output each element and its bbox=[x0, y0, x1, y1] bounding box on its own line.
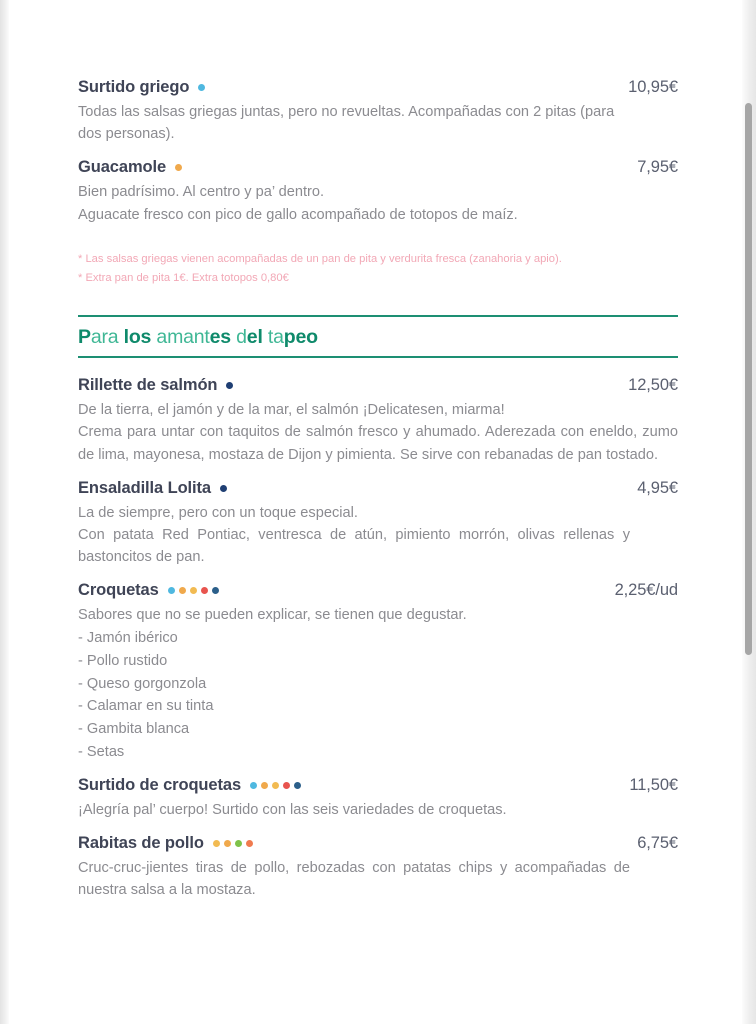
description-line: Aguacate fresco con pico de gallo acompañado de totopos de maíz. bbox=[78, 206, 518, 223]
description-line: Sabores que no se pueden explicar, se tienen que degustar. bbox=[78, 607, 467, 624]
menu-item-description bbox=[78, 502, 630, 569]
description-line: Bien padrísimo. Al centro y pa’ dentro. bbox=[78, 184, 325, 201]
menu-item-title-group bbox=[78, 376, 233, 395]
menu-item-description: ¡Alegría pal’ cuerpo! Surtido con las seis variedades de croquetas. bbox=[78, 801, 507, 818]
section-header bbox=[78, 315, 678, 358]
menu-item[interactable] bbox=[78, 776, 678, 821]
menu-item-header bbox=[78, 776, 678, 795]
scrollbar-track[interactable] bbox=[744, 0, 755, 1024]
flavor-item: - Pollo rustido bbox=[78, 652, 168, 669]
allergen-dots bbox=[168, 587, 219, 594]
menu-item-title-group bbox=[78, 581, 219, 600]
menu-item-header bbox=[78, 78, 678, 97]
menu-item-price: 11,50€ bbox=[629, 775, 678, 794]
title-part: amant bbox=[151, 326, 210, 349]
allergen-dot bbox=[190, 587, 197, 594]
menu-item-description: Cruc-cruc-jientes tiras de pollo, rebozadas con patatas chips y acompañadas de nuestra salsa a la mostaza. bbox=[78, 859, 630, 898]
scrollbar-thumb[interactable] bbox=[745, 103, 752, 655]
menu-item-price: 2,25€/ud bbox=[614, 581, 678, 600]
title-part: peo bbox=[283, 326, 318, 349]
title-part: P bbox=[78, 326, 91, 349]
top-items-group bbox=[78, 0, 678, 288]
allergen-dots bbox=[220, 485, 227, 492]
footnote-line: * Las salsas griegas vienen acompañadas de un pan de pita y verdurita fresca (zanahoria y apio). bbox=[78, 252, 562, 265]
menu-item-price: 10,95€ bbox=[628, 78, 678, 96]
menu-item-name: Ensaladilla Lolita bbox=[78, 478, 211, 497]
section-divider-bottom bbox=[78, 356, 678, 358]
description-line: La de siempre, pero con un toque especial. bbox=[78, 504, 358, 521]
menu-item-description bbox=[78, 604, 678, 763]
menu-item-name: Rabitas de pollo bbox=[78, 833, 204, 852]
menu-item-title-group bbox=[78, 78, 205, 97]
flavor-item: - Jamón ibérico bbox=[78, 630, 178, 647]
allergen-dot bbox=[226, 382, 233, 389]
menu-item-header bbox=[78, 581, 678, 600]
title-part: los bbox=[123, 326, 152, 349]
flavor-item: - Gambita blanca bbox=[78, 721, 190, 738]
footnotes bbox=[78, 250, 678, 289]
description-line: Con patata Red Pontiac, ventresca de atún, pimiento morrón, olivas rellenas y bastoncitos de pan. bbox=[78, 526, 630, 566]
allergen-dot bbox=[201, 587, 208, 594]
allergen-dot bbox=[198, 84, 205, 91]
allergen-dots bbox=[226, 382, 233, 389]
menu-item-header bbox=[78, 834, 678, 853]
allergen-dot bbox=[168, 587, 175, 594]
menu-content bbox=[78, 0, 678, 901]
title-part: d bbox=[230, 326, 247, 349]
title-part: es bbox=[209, 326, 231, 349]
flavor-item: - Setas bbox=[78, 743, 125, 760]
menu-item-title-group bbox=[78, 834, 253, 853]
flavor-item: - Queso gorgonzola bbox=[78, 675, 207, 692]
left-page-edge bbox=[0, 0, 9, 1024]
allergen-dot bbox=[261, 782, 268, 789]
allergen-dots bbox=[198, 84, 205, 91]
menu-item-header bbox=[78, 158, 678, 177]
tapeo-items-group bbox=[78, 376, 678, 901]
allergen-dot bbox=[283, 782, 290, 789]
menu-item-description bbox=[78, 399, 678, 466]
menu-item[interactable] bbox=[78, 581, 678, 763]
menu-item-price: 4,95€ bbox=[637, 478, 678, 497]
menu-item-name: Croquetas bbox=[78, 581, 159, 600]
menu-item[interactable] bbox=[78, 376, 678, 466]
menu-item-price: 6,75€ bbox=[637, 833, 678, 852]
menu-item-name: Surtido de croquetas bbox=[78, 775, 242, 794]
menu-item[interactable] bbox=[78, 479, 678, 569]
allergen-dots bbox=[213, 840, 253, 847]
title-part: ta bbox=[262, 326, 284, 349]
menu-item[interactable] bbox=[78, 158, 678, 225]
menu-item-name: Surtido griego bbox=[78, 78, 190, 96]
allergen-dot bbox=[294, 782, 301, 789]
menu-item-header bbox=[78, 479, 678, 498]
description-line: De la tierra, el jamón y de la mar, el salmón ¡Delicatesen, miarma! bbox=[78, 402, 505, 419]
menu-item[interactable] bbox=[78, 78, 678, 145]
footnote-line: * Extra pan de pita 1€. Extra totopos 0,80€ bbox=[78, 271, 289, 284]
allergen-dot bbox=[220, 485, 227, 492]
allergen-dot bbox=[235, 840, 242, 847]
allergen-dots bbox=[175, 164, 182, 171]
menu-item-price: 12,50€ bbox=[628, 376, 678, 395]
menu-item-name: Guacamole bbox=[78, 158, 167, 177]
allergen-dot bbox=[179, 587, 186, 594]
section-title bbox=[78, 317, 678, 356]
allergen-dot bbox=[250, 782, 257, 789]
allergen-dots bbox=[250, 782, 301, 789]
allergen-dot bbox=[175, 164, 182, 171]
allergen-dot bbox=[224, 840, 231, 847]
menu-item-description bbox=[78, 181, 678, 225]
menu-item-title-group bbox=[78, 776, 301, 795]
menu-item-title-group bbox=[78, 158, 182, 177]
allergen-dot bbox=[272, 782, 279, 789]
menu-item-header bbox=[78, 376, 678, 395]
menu-item-title-group bbox=[78, 479, 227, 498]
menu-item-name: Rillette de salmón bbox=[78, 376, 218, 395]
description-line: Crema para untar con taquitos de salmón fresco y ahumado. Aderezada con eneldo, zumo de lima, mayonesa, mostaza de Dijon y pimienta. Se sirve con rebanadas de pan tostado. bbox=[78, 424, 678, 463]
flavor-item: - Calamar en su tinta bbox=[78, 698, 214, 715]
title-part: ara bbox=[90, 326, 124, 349]
menu-item[interactable] bbox=[78, 834, 678, 901]
allergen-dot bbox=[212, 587, 219, 594]
menu-item-price: 7,95€ bbox=[637, 158, 678, 177]
title-part: el bbox=[246, 326, 263, 349]
allergen-dot bbox=[213, 840, 220, 847]
menu-item-description: Todas las salsas griegas juntas, pero no revueltas. Acompañadas con 2 pitas (para dos personas). bbox=[78, 104, 615, 143]
allergen-dot bbox=[246, 840, 253, 847]
